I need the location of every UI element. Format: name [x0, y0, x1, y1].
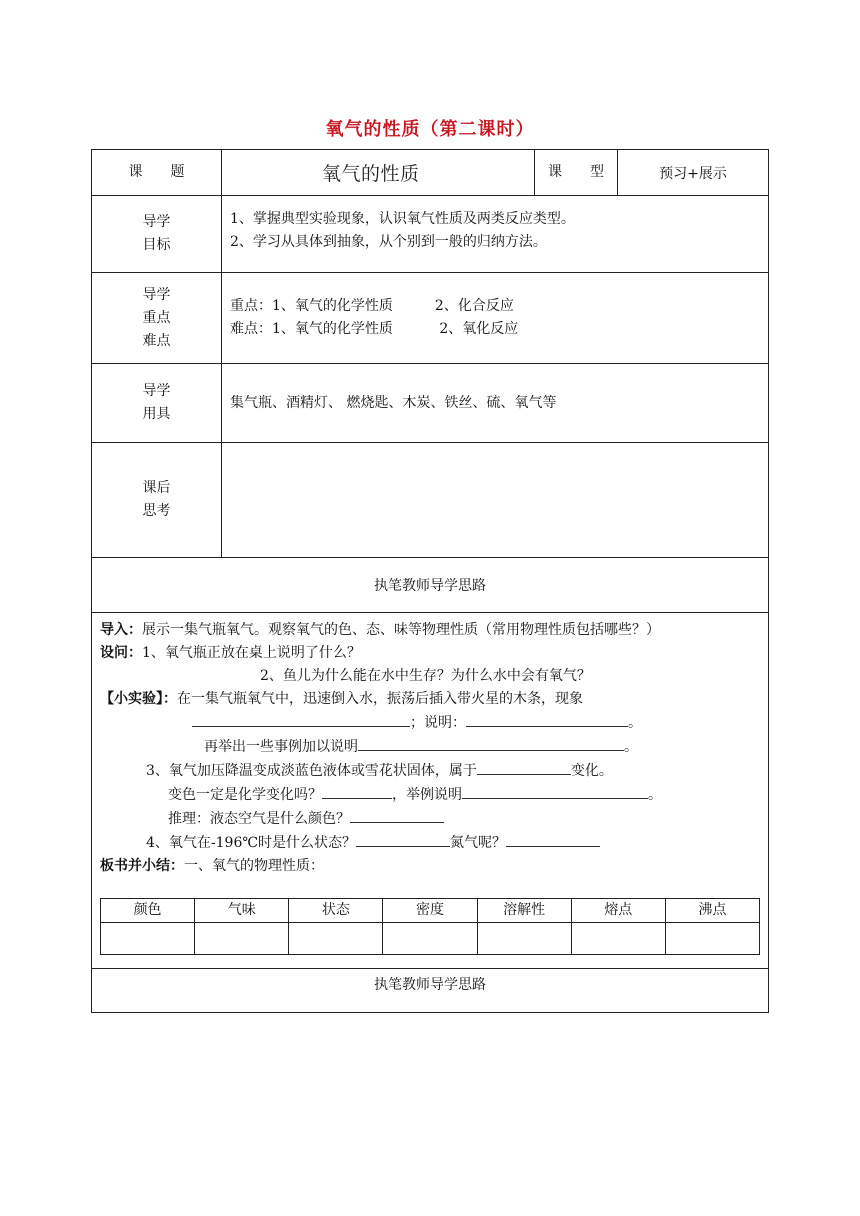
change-type-blank[interactable]	[477, 759, 571, 775]
inference-blank[interactable]	[350, 807, 444, 823]
property-header: 密度	[383, 899, 477, 923]
question-line-1	[100, 642, 760, 665]
property-header: 溶解性	[477, 899, 571, 923]
key-points-label-line: 重点	[142, 309, 171, 326]
inference-line	[100, 807, 760, 831]
question-line-2	[100, 665, 760, 688]
property-answer-cell[interactable]	[383, 923, 477, 955]
key-points-label-line: 导学	[142, 286, 171, 303]
teacher-guide-heading-2: 执笔教师导学思路	[92, 969, 769, 1013]
examples-line	[100, 735, 760, 759]
topic-value: 氧气的性质	[222, 150, 535, 196]
nitrogen-question: 氮气呢？	[450, 835, 507, 851]
intro-label: 导入：	[100, 622, 142, 638]
phenomenon-blank[interactable]	[192, 711, 410, 727]
period: 。	[624, 739, 638, 755]
physical-properties-table	[100, 898, 760, 955]
question-1: 1、氧气瓶正放在桌上说明了什么？	[142, 645, 361, 661]
property-answer-cell[interactable]	[289, 923, 383, 955]
property-answer-cell[interactable]	[665, 923, 759, 955]
key-points-content	[222, 273, 769, 364]
nitrogen-state-blank[interactable]	[506, 831, 600, 847]
property-header: 状态	[289, 899, 383, 923]
explain-label: ；说明：	[410, 715, 466, 731]
focus-text: 重点：1、氧气的化学性质 2、化合反应	[230, 298, 514, 314]
inference-text: 推理：液态空气是什么颜色？	[168, 811, 350, 827]
property-header: 沸点	[665, 899, 759, 923]
reflection-label	[92, 443, 222, 558]
color-example-text: ，举例说明	[392, 787, 462, 803]
color-question-line	[100, 783, 760, 807]
tools-label-line: 用具	[142, 406, 171, 422]
document-title: 氧气的性质（第二课时）	[325, 119, 535, 140]
teacher-guide-heading: 执笔教师导学思路	[92, 558, 769, 613]
question-line-3	[100, 759, 760, 783]
question-2: 2、鱼儿为什么能在水中生存？为什么水中会有氧气？	[260, 668, 591, 684]
key-points-label	[92, 273, 222, 364]
goals-label-line: 导学	[142, 214, 171, 230]
topic-label: 课 题	[92, 150, 222, 196]
question-4: 4、氧气在-196℃时是什么状态？	[146, 835, 357, 851]
type-value: 预习+展示	[618, 150, 769, 196]
property-answer-cell[interactable]	[101, 923, 195, 955]
difficulty-text: 难点：1、氧气的化学性质 2、氧化反应	[230, 321, 519, 337]
property-answer-cell[interactable]	[195, 923, 289, 955]
summary-line	[100, 855, 760, 878]
tools-label-line: 导学	[142, 383, 171, 399]
goals-label-line: 目标	[142, 237, 171, 253]
type-label: 课 型	[535, 150, 618, 196]
property-answer-cell[interactable]	[477, 923, 571, 955]
intro-line	[100, 619, 760, 642]
property-answer-cell[interactable]	[571, 923, 665, 955]
period: 。	[648, 787, 662, 803]
goals-label	[92, 196, 222, 273]
experiment-text: 在一集气瓶氧气中，迅速倒入水，振荡后插入带火星的木条，现象	[177, 691, 583, 707]
color-question: 变色一定是化学变化吗？	[168, 787, 322, 803]
lesson-plan-table	[91, 149, 769, 1013]
guide-content	[92, 613, 769, 969]
color-answer-blank[interactable]	[322, 783, 392, 799]
reflection-label-line: 思考	[142, 503, 171, 519]
explanation-blank[interactable]	[466, 711, 628, 727]
property-header: 熔点	[571, 899, 665, 923]
color-example-blank[interactable]	[462, 783, 648, 799]
reflection-label-line: 课后	[142, 480, 171, 496]
goal-item: 1、掌握典型实验现象，认识氧气性质及两类反应类型。	[230, 211, 575, 227]
period: 。	[628, 715, 642, 731]
intro-text: 展示一集气瓶氧气。观察氧气的色、态、味等物理性质（常用物理性质包括哪些？）	[142, 622, 660, 638]
property-header: 颜色	[101, 899, 195, 923]
tools-label	[92, 364, 222, 443]
key-points-label-line: 难点	[142, 332, 171, 349]
examples-text: 再举出一些事例加以说明	[204, 739, 358, 755]
experiment-label: 【小实验】：	[100, 691, 177, 707]
property-header: 气味	[195, 899, 289, 923]
question-line-4	[100, 831, 760, 855]
question-3: 3、氧气加压降温变成淡蓝色液体或雪花状固体，属于	[146, 763, 477, 779]
experiment-blanks-line	[100, 711, 760, 735]
goal-item: 2、学习从具体到抽象，从个别到一般的归纳方法。	[230, 234, 547, 250]
reflection-content	[222, 443, 769, 558]
summary-label: 板书并小结：	[100, 858, 184, 874]
examples-blank[interactable]	[358, 735, 624, 751]
oxygen-state-blank[interactable]	[356, 831, 450, 847]
question-label: 设问：	[100, 645, 142, 661]
experiment-line	[100, 688, 760, 711]
summary-text: 一、氧气的物理性质：	[184, 858, 324, 874]
goals-content	[222, 196, 769, 273]
tools-value: 集气瓶、酒精灯、 燃烧匙、木炭、铁丝、硫、氧气等	[222, 364, 769, 443]
question-3-tail: 变化。	[570, 763, 613, 779]
